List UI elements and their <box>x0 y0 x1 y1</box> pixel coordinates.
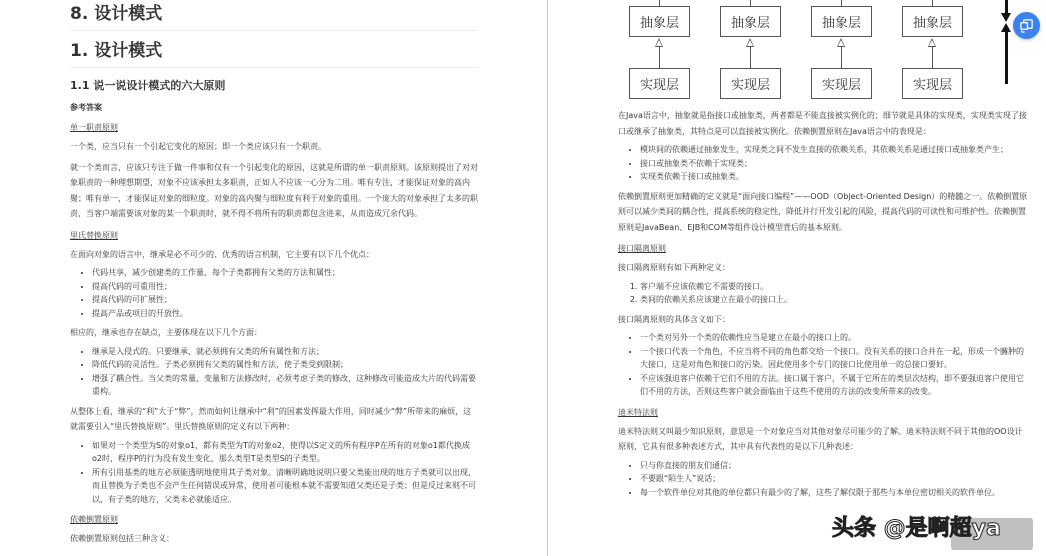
dip-summary: 依赖倒置原则更加精确的定义就是“面向接口编程”——OOD（Object-Oriented Design）的精髓之一。依赖倒置原则可以减少类间的耦合性，提高系统的稳定性，降低并行开发引起的风险，提高代码的可读性和可维护性。依赖倒置原则是JavaBean、EJB和COM等组件设计模型背后的基本原则。 <box>618 191 1028 232</box>
inheritance-line <box>932 47 933 68</box>
document-page-right <box>548 0 1046 556</box>
inheritance-arrow-icon <box>928 38 936 47</box>
lsp-definitions-list <box>70 439 478 507</box>
axis-line-top <box>1005 0 1008 14</box>
dip-heading-link[interactable]: 依赖倒置原则 <box>70 515 118 524</box>
implementation-layer-box <box>902 68 963 99</box>
question-title: 1.1 说一说设计模式的六大原则 <box>70 79 226 92</box>
implementation-layer-box <box>811 68 872 99</box>
list-item: • 不要跟“陌生人”说话； <box>640 472 1028 486</box>
isp-intro: 接口隔离原则有如下两种定义： <box>618 263 730 272</box>
isp-definitions-list <box>618 280 1028 307</box>
list-item: • 代码共享，减少创建类的工作量，每个子类都拥有父类的方法和属性； <box>92 266 478 280</box>
box-label: 抽象层 <box>912 16 952 31</box>
translate-button[interactable] <box>1013 12 1040 39</box>
box-label: 实现层 <box>912 78 952 93</box>
lsp-advantages-list <box>70 266 478 320</box>
isp-heading-link[interactable]: 接口隔离原则 <box>618 244 666 253</box>
list-item: • 增强了耦合性。当父类的常量、变量和方法修改时，必须考虑子类的修改，这种修改可能造成大片的代码需要重构。 <box>92 372 478 399</box>
list-item: • 一个类对另外一个类的依赖性应当是建立在最小的接口上的。 <box>640 331 1028 345</box>
abstract-layer-box <box>720 6 781 37</box>
list-item: • 只与你直接的朋友们通信； <box>640 459 1028 473</box>
list-item: • 所有引用基类的地方必须能透明地使用其子类对象。清晰明确地说明只要父类能出现的地方子类就可以出现，而且替换为子类也不会产生任何错误或异常，使用者可能根本就不需要知道父类还是子类；但是反过来则不可以，有子类的地方，父类未必就能适应。 <box>92 466 478 507</box>
box-label: 实现层 <box>639 78 679 93</box>
arrow-down-icon <box>1001 13 1011 22</box>
implementation-layer-box <box>629 68 690 99</box>
list-item: • 降低代码的灵活性。子类必须拥有父类的属性和方法，使子类受到限制； <box>92 358 478 372</box>
dip-java-paragraph: 在Java语言中，抽象就是指接口或抽象类，两者都是不能直接被实例化的；细节就是具体的实现类，实现类实现了接口或继承了抽象类，其特点是可以直接被实例化。依赖倒置原则在Java语言中的表现是： <box>618 111 1027 136</box>
watermark: 头条 @是啊超ya <box>832 516 1001 541</box>
axis-line-bottom <box>1005 31 1008 84</box>
chapter-title: 8. 设计模式 <box>70 0 478 31</box>
abstract-layer-box <box>811 6 872 37</box>
lod-heading-link[interactable]: 迪米特法则 <box>618 407 658 417</box>
lsp-intro: 在面向对象的语言中，继承是必不可少的、优秀的语言机制，它主要有以下几个优点： <box>70 249 374 259</box>
translate-icon <box>1019 18 1034 33</box>
inheritance-arrow-icon <box>655 38 663 47</box>
list-item: • 不应该强迫客户依赖于它们不用的方法。接口属于客户，不属于它所在的类层次结构，即不要强迫客户使用它们不用的方法，否则这些客户就会面临由于这些不使用的方法的改变所带来的改变。 <box>640 372 1028 399</box>
box-label: 抽象层 <box>730 16 770 31</box>
dip-java-list <box>618 143 1028 184</box>
lod-intro: 迪米特法则又叫最少知识原则，意思是一个对象应当对其他对象尽可能少的了解。迪米特法则不同于其他的OO设计原则，它具有很多种表述方式，其中具有代表性的是以下几种表述： <box>618 426 1023 451</box>
list-item: • 如果对一个类型为S的对象o1，都有类型为T的对象o2，使得以S定义的所有程序P在所有的对象o1都代换成o2时，程序P的行为没有发生变化，那么类型T是类型S的子类型。 <box>92 439 478 466</box>
dependency-inversion-diagram <box>618 0 1038 100</box>
list-item: • 模块间的依赖通过抽象发生，实现类之间不发生直接的依赖关系，其依赖关系是通过接口或抽象类产生； <box>640 143 1028 157</box>
inheritance-arrow-icon <box>837 38 845 47</box>
list-item: • 一个接口代表一个角色，不应当将不同的角色都交给一个接口。没有关系的接口合并在一起，形成一个臃肿的大接口，这是对角色和接口的污染。因此使用多个专门的接口比使用单一的总接口要好。 <box>640 345 1028 372</box>
box-label: 抽象层 <box>821 16 861 31</box>
lod-list <box>618 459 1028 500</box>
list-item: • 继承是入侵式的。只要继承，就必须拥有父类的所有属性和方法； <box>92 345 478 359</box>
lsp-summary: 从整体上看，继承的“利”大于“弊”，然而如何让继承中“利”的因素发挥最大作用，同时减少“弊”所带来的麻烦，这就需要引入“里氏替换原则”。里氏替换原则的定义有以下两种： <box>70 406 472 431</box>
isp-meaning-intro: 接口隔离原则的具体含义如下： <box>618 314 730 324</box>
answer-label: 参考答案 <box>70 103 102 112</box>
list-item: • 提高代码的可扩展性； <box>92 293 478 307</box>
list-item: • 接口或抽象类不依赖于实现类； <box>640 157 1028 171</box>
list-item: 2. 类间的依赖关系应该建立在最小的接口上。 <box>640 293 1028 307</box>
lsp-drawbacks-list <box>70 345 478 399</box>
inheritance-arrow-icon <box>746 38 754 47</box>
right-page-content <box>618 0 1028 499</box>
srp-paragraph-1: 一个类，应当只有一个引起它变化的原因；即一个类应该只有一个职责。 <box>70 142 326 151</box>
list-item: 1. 客户端不应该依赖它不需要的接口。 <box>640 280 1028 294</box>
inheritance-line <box>659 47 660 68</box>
srp-heading-link[interactable]: 单一职责原则 <box>70 123 118 132</box>
abstract-layer-box <box>902 6 963 37</box>
box-label: 实现层 <box>821 78 861 93</box>
section-title: 1. 设计模式 <box>70 37 478 68</box>
dip-intro: 依赖倒置原则包括三种含义： <box>70 534 174 543</box>
implementation-layer-box <box>720 68 781 99</box>
box-label: 实现层 <box>730 78 770 93</box>
lsp-drawbacks-intro: 相应的，继承也存在缺点，主要体现在以下几个方面： <box>70 328 262 337</box>
srp-paragraph-2: 就一个类而言，应该只专注于做一件事和仅有一个引起变化的原因，这就是所谓的单一职责原则。该原则提出了对对象职责的一种理想期望，对象不应该承担太多职责，正如人不应该一心分为二用。唯有专注，才能保证对象的高内聚；唯有单一，才能保证对象的细粒度。对象的高内聚与细粒度有利于对象的重用。一个庞大的对象承担了太多的职责，当客户端需要该对象的某一个职责时，就不得不将所有的职责都包含进来，从而造成冗余代码。 <box>70 162 478 218</box>
isp-meanings-list <box>618 331 1028 399</box>
left-page-content <box>70 0 478 547</box>
box-label: 抽象层 <box>639 16 679 31</box>
lsp-heading-link[interactable]: 里氏替换原则 <box>70 230 118 240</box>
inheritance-line <box>750 47 751 68</box>
abstract-layer-box <box>629 6 690 37</box>
inheritance-line <box>841 47 842 68</box>
list-item: • 提高代码的可重用性； <box>92 280 478 294</box>
list-item: • 提高产品或项目的开放性。 <box>92 307 478 321</box>
list-item: • 每一个软件单位对其他的单位都只有最少的了解，这些了解仅限于那些与本单位密切相关的软件单位。 <box>640 486 1028 500</box>
list-item: • 实现类依赖于接口或抽象类。 <box>640 170 1028 184</box>
